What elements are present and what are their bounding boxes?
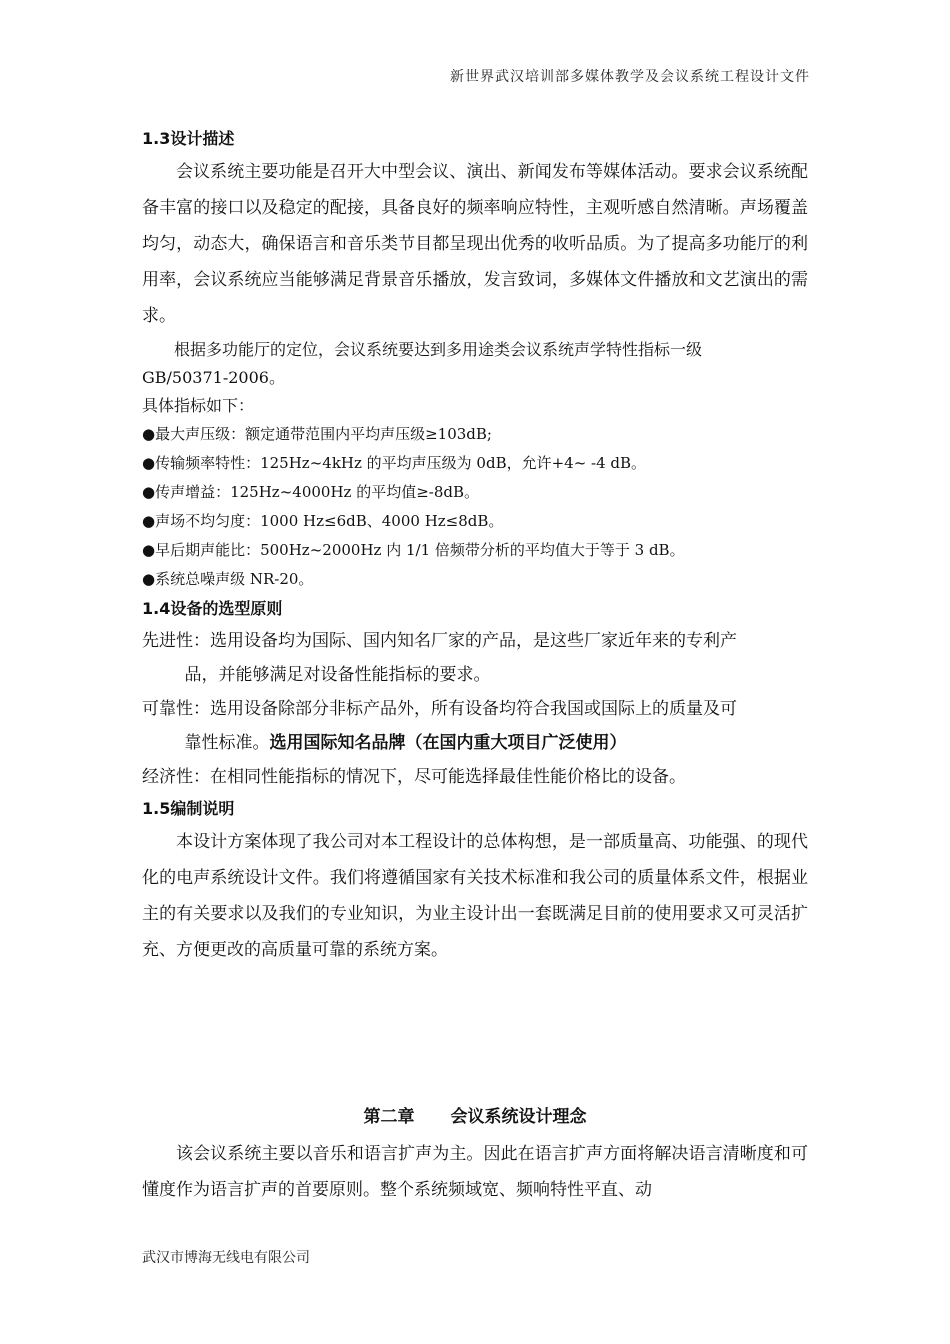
chapter-heading [142, 1102, 808, 1127]
principle-reliable-line1: 可靠性：选用设备除部分非标产品外，所有设备均符合我国或国际上的质量及可 [142, 699, 737, 719]
principle-advanced [142, 624, 808, 692]
principle-reliable [142, 692, 808, 760]
list-item: ●早后期声能比：500Hz~2000Hz 内 1/1 倍频带分析的平均值大于等于 3 dB。 [142, 541, 685, 559]
section-heading-1-5: 1.5编制说明 [142, 799, 235, 818]
standard-paragraph-line2: GB/50371-2006。 [142, 368, 285, 387]
list-item: ●声场不均匀度：1000 Hz≤6dB、4000 Hz≤8dB。 [142, 512, 504, 530]
page-footer-company: 武汉市博海无线电有限公司 [142, 1250, 310, 1266]
section-heading-1-4: 1.4设备的选型原则 [142, 599, 283, 618]
section-heading-1-3: 1.3设计描述 [142, 129, 235, 148]
design-description-paragraph: 会议系统主要功能是召开大中型会议、演出、新闻发布等媒体活动。要求会议系统配备丰富的接口以及稳定的配接，具备良好的频率响应特性，主观听感自然清晰。声场覆盖均匀，动态大，确保语言和音乐类节目都呈现出优秀的收听品质。为了提高多功能厅的利用率，会议系统应当能够满足背景音乐播放，发言致词，多媒体文件播放和文艺演出的需求。 [142, 162, 808, 326]
list-item: ●传声增益：125Hz~4000Hz 的平均值≥-8dB。 [142, 483, 480, 501]
list-item: ●系统总噪声级 NR-20。 [142, 570, 314, 588]
principle-economic: 经济性：在相同性能指标的情况下，尽可能选择最佳性能价格比的设备。 [142, 767, 686, 787]
chapter-title: 会议系统设计理念 [450, 1107, 587, 1127]
principle-reliable-line2 [142, 726, 808, 760]
list-item: ●最大声压级：额定通带范围内平均声压级≥103dB; [142, 425, 492, 443]
chapter-intro-paragraph: 该会议系统主要以音乐和语言扩声为主。因此在语言扩声方面将解决语言清晰度和可懂度作为语言扩声的首要原则。整个系统频域宽、频响特性平直、动 [142, 1144, 808, 1200]
principle-reliable-line2-text: 靠性标准。 [184, 733, 270, 753]
chapter-content [142, 1136, 808, 1208]
indicator-list [142, 420, 808, 594]
indicators-intro: 具体指标如下： [142, 396, 255, 415]
main-content [142, 124, 808, 968]
page-header-title: 新世界武汉培训部多媒体教学及会议系统工程设计文件 [450, 69, 810, 85]
compilation-paragraph: 本设计方案体现了我公司对本工程设计的总体构想，是一部质量高、功能强、的现代化的电声系统设计文件。我们将遵循国家有关技术标准和我公司的质量体系文件，根据业主的有关要求以及我们的专业知识，为业主设计出一套既满足目前的使用要求又可灵活扩充、方便更改的高质量可靠的系统方案。 [142, 832, 808, 960]
principle-advanced-line1: 先进性：选用设备均为国际、国内知名厂家的产品，是这些厂家近年来的专利产 [142, 631, 737, 651]
principle-advanced-line2: 品，并能够满足对设备性能指标的要求。 [184, 665, 491, 685]
list-item: ●传输频率特性：125Hz~4kHz 的平均声压级为 0dB，允许+4~ -4 dB。 [142, 454, 647, 472]
brand-emphasis: 选用国际知名品牌（在国内重大项目广泛使用） [269, 733, 627, 753]
standard-paragraph-line1: 根据多功能厅的定位，会议系统要达到多用途类会议系统声学特性指标一级 [174, 340, 703, 359]
chapter-number: 第二章 [363, 1107, 415, 1127]
